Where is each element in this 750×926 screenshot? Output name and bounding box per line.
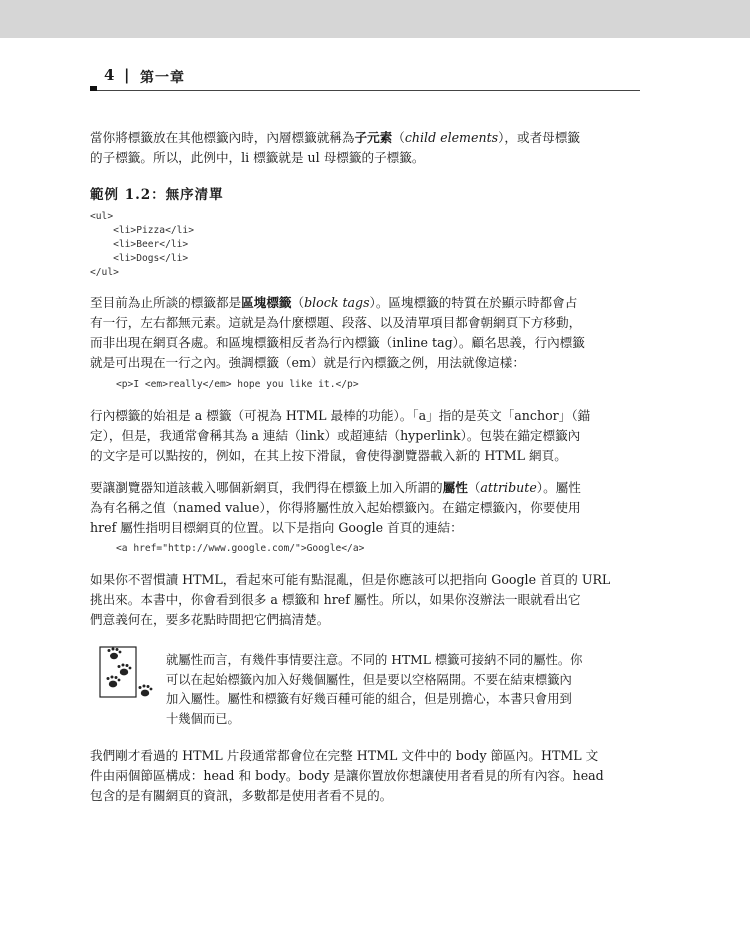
block-tags-paragraph: 至目前為止所談的標籤都是區塊標籤（block tags）。區塊標籤的特質在於顯示時都會占 有一行，左右都無元素。這就是為什麼標題、段落、以及清單項目都會朝網頁下方移動， 而非出現在網頁各處。和區塊標籤相反者為行內標籤（inline tag）。顧名思義，行內標籤 就是可出現在一行之內。強調標籤（em）就是行內標籤之例，用法就像這樣： [90, 295, 585, 370]
term-attribute: 屬性 [442, 480, 468, 495]
paw-prints-icon [99, 645, 161, 707]
header-separator: | [124, 66, 130, 84]
chapter-title: 第一章 [140, 70, 185, 86]
code-link-example: <a href="http://www.google.com/">Google</a> [116, 543, 365, 554]
example-title: 範例 1.2：無序清單 [90, 187, 224, 203]
header-corner-mark [90, 86, 97, 91]
code-block-ul: <ul> <li>Pizza</li> <li>Beer</li> <li>Dogs</li> </ul> [90, 211, 194, 278]
page-number: 4 [104, 66, 115, 84]
document-structure-paragraph: 我們剛才看過的 HTML 片段通常都會位在完整 HTML 文件中的 body 節區內。HTML 文 件由兩個節區構成：head 和 body。body 是讓你置放你想讓使用者看見的所有內容。head 包含的是有關網頁的資訊，多數都是使用者看不見的。 [90, 748, 604, 803]
intro-paragraph: 當你將標籤放在其他標籤內時，內層標籤就稱為子元素（child elements），或者母標籤 的子標籤。所以，此例中，li 標籤就是 ul 母標籤的子標籤。 [90, 130, 580, 165]
page-header [90, 66, 640, 91]
term-child-elements: 子元素 [354, 130, 393, 145]
url-paragraph: 如果你不習慣讀 HTML，看起來可能有點混亂，但是你應該可以把指向 Google 首頁的 URL 挑出來。本書中，你會看到很多 a 標籤和 href 屬性。所以，如果你沒辦法一眼就看出它 們意義何在，要多花點時間把它們搞清楚。 [90, 572, 611, 627]
inline-tags-paragraph: 行內標籤的始祖是 a 標籤（可視為 HTML 最棒的功能）。「a」指的是英文「anchor」（錨 定），但是，我通常會稱其為 a 連結（link）或超連結（hyperlink）。包裝在錨定標籤內 的文字是可以點按的，例如，在其上按下滑鼠，會使得瀏覽器載入新的 HTML 網頁。 [90, 408, 591, 463]
term-block-tags: 區塊標籤 [241, 295, 292, 310]
attribute-paragraph: 要讓瀏覽器知道該載入哪個新網頁，我們得在標籤上加入所謂的屬性（attribute）。屬性 為有名稱之值（named value），你得將屬性放入起始標籤內。在錨定標籤內，你要使用 href 屬性指明目標網頁的位置。以下是指向 Google 首頁的連結： [90, 480, 581, 535]
note-text: 就屬性而言，有幾件事情要注意。不同的 HTML 標籤可接納不同的屬性。你 可以在起始標籤內加入好幾個屬性，但是要以空格隔開。不要在結束標籤內 加入屬性。屬性和標籤有好幾百種可能的組合，但是別擔心，本書只會用到 十幾個而已。 [166, 653, 583, 726]
code-em-example: <p>I <em>really</em> hope you like it.</p> [116, 379, 359, 390]
top-gray-band [0, 0, 750, 38]
